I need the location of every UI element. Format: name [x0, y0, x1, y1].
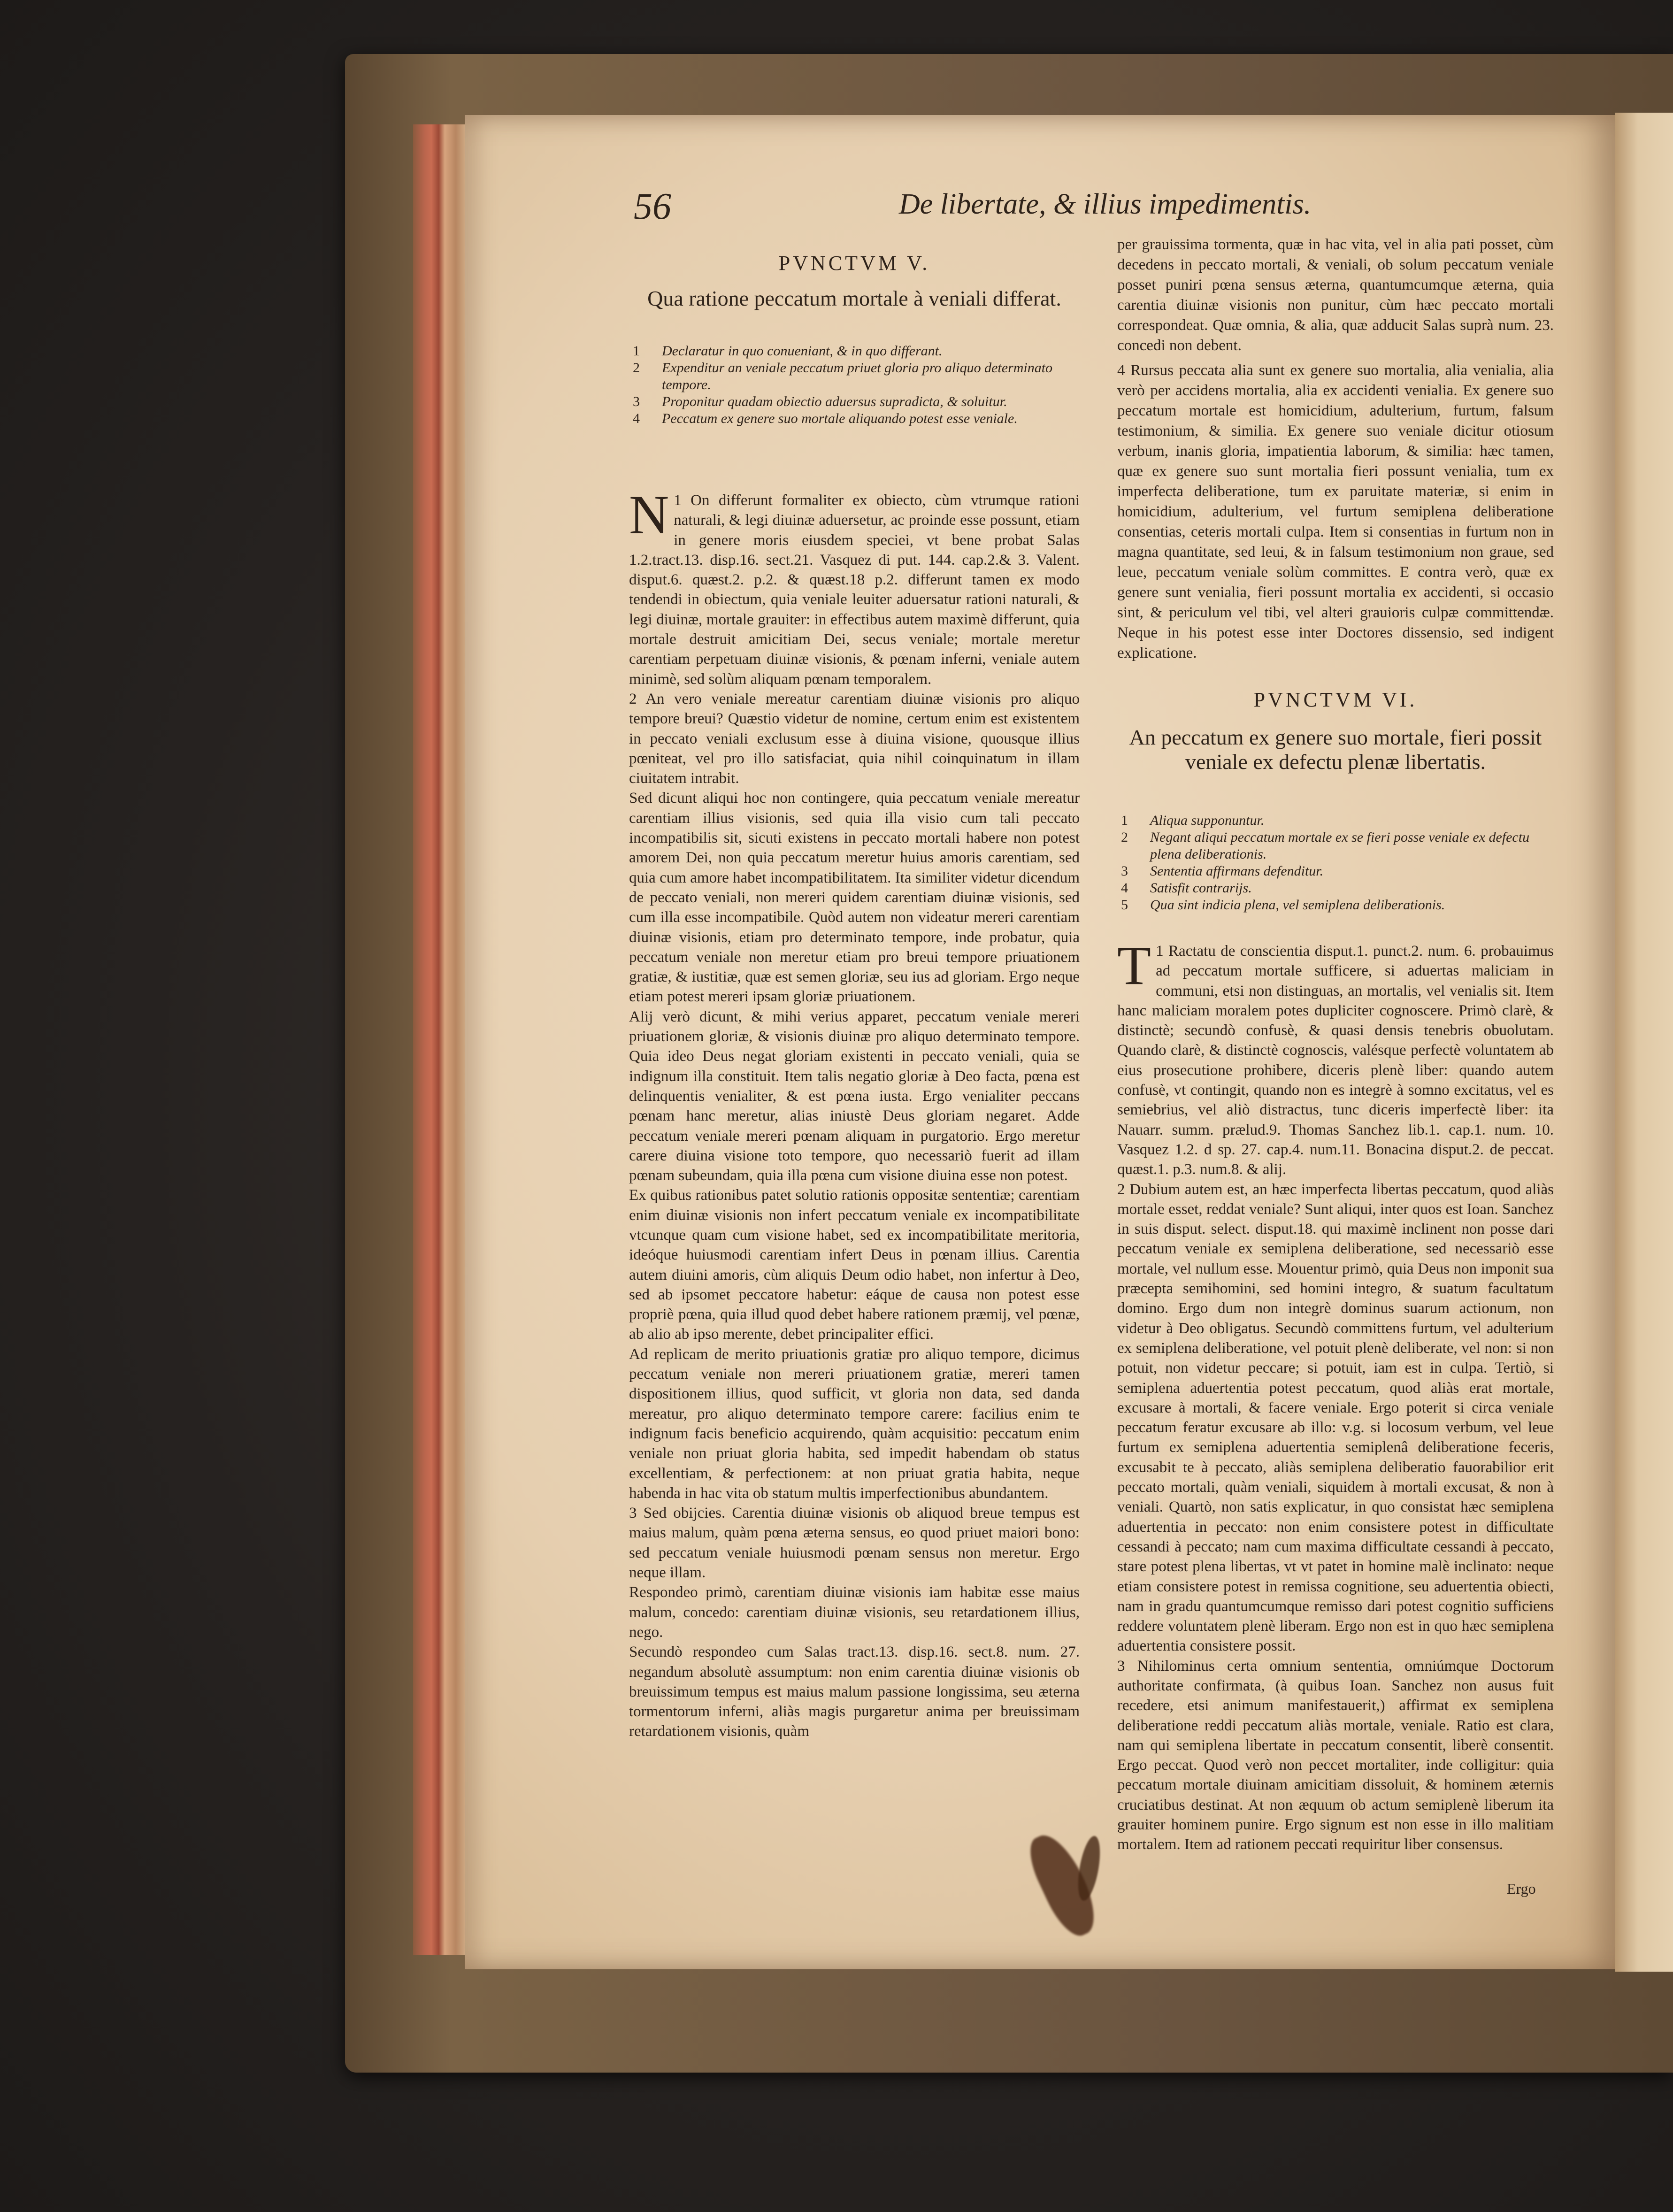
- right-page-edge: [1615, 113, 1673, 1972]
- summary-item: 4 Satisfit contrarijs.: [1121, 880, 1252, 896]
- paragraph: Secundò respondeo cum Salas tract.13. disp.16. sect.8. num. 27. negandum absolutè assumptum: non enim carentia diuinæ visionis ob breuissimum tempus est maius malum passione longissima, seu æterna tormentorum inferni, aliàs magis purgaretur anima per breuissimam retardationem visionis, quàm: [629, 1644, 1080, 1740]
- summary-list-right: [1117, 812, 1549, 914]
- paragraph: 3 Nihilominus certa omnium sententia, omniúmque Doctorum authoritate confirmata, (à quibus Ioan. Sanchez non ausus fuit recedere, etsi animum manifestauerit,) affirmat ex semiplena deliberatione reddi peccatum aliàs mortale, veniale. Ratio est clara, nam qui semiplena libertate in peccatum consentit, liberè consentit. Ergo peccat. Quod verò non peccet mortaliter, inde colligitur: quia peccatum mortale diuinam amicitiam dissoluit, & hominem æternis cruciatibus destinat. At non æquum ob actum semiplenè liberum ita grauiter hominem punire. Ergo signum est non esse in illo malitiam mortalem. Item ad rationem peccati requiritur liber consensus.: [1117, 1657, 1554, 1853]
- section-heading-left: PVNCTVM V.: [778, 252, 930, 275]
- summary-item: 3 Sententia affirmans defenditur.: [1121, 863, 1324, 879]
- paragraph: Ex quibus rationibus patet solutio rationis oppositæ sententiæ; carentiam enim diuinæ visionis non infert peccatum veniale ex incompatibilitate vtcunque quam cum visione habet, sed ex incompatibilitate meritoria, ideóque huiusmodi carentiam infert Deus in pœnam illius. Carentia autem diuini amoris, cùm aliquis Deum odio habet, non infertur à Deo, sed ab ipsomet peccatore habetur: eáque de causa non potest esse propriè pœna, quia illud quod debet habere rationem præmij, vel pœnæ, ab alio ab ipso merente, debet principaliter effici.: [629, 1187, 1080, 1343]
- body-text-left: [629, 484, 1080, 1742]
- running-title: De libertate, & illius impedimentis.: [899, 188, 1312, 220]
- paragraph: Ad replicam de merito priuationis gratiæ pro aliquo tempore, dicimus peccatum veniale non mereri priuationem gratiæ, mereri tamen dispositionem illius, quod sufficit, vt gloria non data, sed danda mereatur, pro aliquo determinato tempore carere: facilius enim te indignum facis beneficio acquirendo, quàm acquisitio: peccatum enim veniale non priuat gloria habita, sed impedit habendam ob status excellentiam, & perfectionem: at non priuat gratia habita, neque habenda in hac vita ob statum multis imperfectionibus abundantem.: [629, 1345, 1080, 1502]
- paragraph: Alij verò dicunt, & mihi verius apparet, peccatum veniale mereri priuationem gloriæ, & visionis diuinæ pro aliquo determinato tempore. Quia ideo Deus negat gloriam existenti in peccato veniali, quia se indignum illa constituit. Item talis negatio gloriæ à Deo facta, pœna est delinquentis venialiter, & est pœna iusta. Ergo venialiter peccans pœnam hanc meretur, alias iniustè Deus gloriam negaret. Adde peccatum veniale mereri pœnam aliquam in purgatorio. Ergo meretur carere diuina visione toto tempore, quo necessariò fuerit ad illam pœnam subeundam, quia illa pœna cum visione diuina esse non potest.: [629, 1008, 1080, 1184]
- section-heading-right: PVNCTVM VI.: [1253, 688, 1418, 711]
- summary-list-left: [629, 343, 1070, 427]
- section-title-right: An peccatum ex genere suo mortale, fieri possit veniale ex defectu plenæ libertatis.: [1129, 725, 1542, 774]
- paragraph: Respondeo primò, carentiam diuinæ visionis iam habitæ esse maius malum, concedo: carentiam diuinæ visionis, seu retardationem illius, nego.: [629, 1584, 1080, 1641]
- summary-item: 3 Proponitur quadam obiectio aduersus supradicta, & soluitur.: [633, 394, 1007, 409]
- paragraph: 3 Sed obijcies. Carentia diuinæ visionis ob aliquod breue tempus est maius malum, quàm pœna æterna sensus, eo quod priuet maiori bono: sed peccatum veniale huiusmodi pœnam sensus non meretur. Ergo neque illam.: [629, 1505, 1080, 1582]
- summary-item: 1 Aliqua supponuntur.: [1121, 813, 1265, 828]
- summary-item: 2 Negant aliqui peccatum mortale ex se fieri posse veniale ex defectu plena deliberationis.: [1121, 830, 1530, 862]
- paragraph: 4 Rursus peccata alia sunt ex genere suo mortalia, alia venialia, alia verò per accidens mortalia, alia ex accidenti venialia. Ex genere suo peccatum mortale est homicidium, adulterium, furtum, falsum testimonium, & similia. Ex genere suo veniale dicitur otiosum verbum, inanis gloria, impatientia laborum, & similia: hæc tamen, quæ ex genere suo sunt mortalia fieri possunt venialia, tum ex imperfecta deliberatione, tum ex paruitate materiæ, si enim in homicidium, adulterium, vel furtum semiplena deliberatione consentias, ceteris mortali culpa. Item si consentias in furtum non in magna quantitate, sed leui, & in falsum testimonium non graue, sed leue, peccatum veniale solùm committes. E contra verò, quæ ex genere sunt venialia, fieri possunt mortalia ex accidenti, si occasio sint, & periculum vel tibi, vel alteri grauioris culpæ committendæ. Neque in his potest esse inter Doctores dissensio, sed indigent explicatione.: [1117, 362, 1554, 661]
- catchword: Ergo: [1507, 1880, 1536, 1897]
- body-text-right-top: [1117, 235, 1554, 663]
- section-title-left: Qua ratione peccatum mortale à veniali differat.: [647, 286, 1061, 310]
- drop-initial: N: [629, 484, 669, 545]
- paragraph: T 1 Ractatu de conscientia disput.1. punct.2. num. 6. probauimus ad peccatum mortale sufficere, si aduertas maliciam in communi, etsi non distinguas, an mortalis, vel venialis sit. Item hanc maliciam moralem potes dupliciter cognoscere. Primò clarè, & distinctè; secundò confusè, & quasi densis tenebris obuolutam. Quando clarè, & distinctè cognoscis, valésque perfectè voluntatem ab eius prosecutione prohibere, diceris plenè liber: quando autem confusè, vt contingit, quando non es integrè à somno excitatus, vel es semiebrius, vel aliò distractus, tunc diceris imperfectè liber: ita Nauarr. summ. prælud.9. Thomas Sanchez lib.1. cap.1. num. 10. Vasquez 1.2. d sp. 27. cap.4. num.11. Bonacina disput.2. de peccat. quæst.1. p.3. num.8. & alij.: [1117, 935, 1554, 1178]
- paragraph: 2 An vero veniale mereatur carentiam diuinæ visionis pro aliquo tempore breui? Quæstio videtur de nomine, certum enim est existentem in peccato veniali exclusum esse à diuina visione, quousque illius pœniteat, vel pro illo satisfaciat, quia nihil coinquinatum in illam ciuitatem intrabit.: [629, 690, 1080, 787]
- summary-item: 2 Expenditur an veniale peccatum priuet gloria pro aliquo determinato tempore.: [633, 360, 1053, 392]
- paragraph: 2 Dubium autem est, an hæc imperfecta libertas peccatum, quod aliàs mortale esset, reddat veniale? Sunt aliqui, inter quos est Ioan. Sanchez in suis disput. select. disput.18. qui maximè inclinent non posse dari peccatum veniale ex semiplena deliberatione, sed necessariò esse mortale, vel nullum esse. Mouentur primò, quia Deus non imponit sua præcepta semihomini, sed homini integro, & suatum facultatum domino. Ergo dum non integrè dominus suarum actionum, non videtur à Deo obligatus. Secundò committens furtum, vel adulterium ex semiplena deliberatione, vel potuit plenè deliberate, vel non: si non potuit, non videtur peccare; si potuit, iam est in culpa. Tertiò, si semiplena aduertentia potest peccatum, quod aliàs erat mortale, excusare à mortali, & facere veniale. Ergo poterit si circa veniale peccatum feratur excusare ab illo: v.g. si locosum verbum, vel leue furtum ex semiplena aduertentia semiplenâ deliberatione feceris, excusabit te à peccato, aliàs semiplena deliberatio fauorabilior erit peccato mortali, quàm veniali, siquidem à mortali excusat, & non à veniali. Quartò, non satis explicatur, in quo consistat hæc semiplena aduertentia in peccato: non enim consistere potest in difficultate cessandi à peccato; nam cum maxima difficultate cessandi à peccato, stare potest plena libertas, vt vt patet in homine malè inclinato: neque etiam consistere potest in remissa cognitione, seu aduertentia obiecti, nam in gradu quantumcumque remisso dari potest cognitio sufficiens reddere voluntatem plenè liberam. Ergo non est in quo hæc semiplena aduertentia consistere possit.: [1117, 1181, 1554, 1655]
- summary-item: 4 Peccatum ex genere suo mortale aliquando potest esse veniale.: [633, 411, 1018, 426]
- drop-initial: T: [1117, 935, 1151, 996]
- body-text-right: [1117, 935, 1554, 1855]
- paragraph: N 1 On differunt formaliter ex obiecto, cùm vtrumque rationi naturali, & legi diuinæ aduersetur, ac proinde esse possunt, etiam in genere moris eiusdem speciei, vt bene probat Salas 1.2.tract.13. disp.16. sect.21. Vasquez di put. 144. cap.2.& 3. Valent. disput.6. quæst.2. p.2. & quæst.18 p.2. differunt tamen ex modo tendendi in obiectum, quia veniale leuiter aduersatur rationi naturali, & legi diuinæ, mortale grauiter: in effectibus autem maximè differunt, quia mortale destruit amicitiam Dei, secus veniale; mortale meretur carentiam perpetuam diuinæ visionis, & pœnam inferni, veniale autem minimè, sed solùm aliquam pœnam temporalem.: [629, 484, 1080, 688]
- paragraph: per grauissima tormenta, quæ in hac vita, vel in alia pati posset, cùm decedens in peccato mortali, & veniali, ob solum peccatum veniale posset puniri pœna sensus æterna, quantumcumque æterna, quia carentia diuinæ visionis non punitur, cùm hæc peccato mortali correspondeat. Quæ omnia, & alia, quæ adducit Salas suprà num. 23. concedi non debent.: [1117, 236, 1554, 354]
- summary-item: 1 Declaratur in quo conueniant, & in quo differant.: [633, 343, 943, 359]
- summary-item: 5 Qua sint indicia plena, vel semiplena deliberationis.: [1121, 897, 1445, 913]
- paragraph: Sed dicunt aliqui hoc non contingere, quia peccatum veniale mereatur carentiam illius visionis, sed quia illa visio cum tali peccato incompatibilis sit, sicuti existens in peccato mortali habere non potest amorem Dei, non quia peccatum meretur huius amoris carentiam, sed quia cum amore habet incompatibilitatem. Ita similiter videtur dicendum de peccato veniali, non mereri quidem carentiam diuinæ visionis, sed cum illa esse incompatibile. Quòd autem non videatur mereri carentiam diuinæ visionis, etiam pro determinato tempore, inde probatur, quia peccatum veniale non meretur etiam pro breui tempore priuationem gratiæ, & iustitiæ, quæ est semen gloriæ, seu ius ad gloriam. Ergo neque etiam potest mereri ipsam gloriæ priuationem.: [629, 790, 1080, 1006]
- page-number: 56: [634, 186, 671, 227]
